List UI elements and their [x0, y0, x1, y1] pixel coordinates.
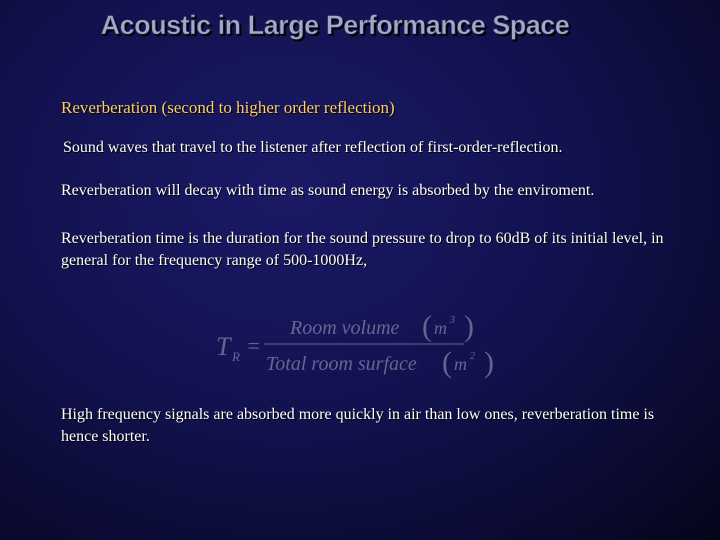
formula-lhs-sub: R	[232, 349, 240, 364]
reverberation-time-formula	[212, 308, 512, 388]
formula-numerator-paren-close: )	[464, 310, 474, 343]
formula-lhs: T	[216, 332, 231, 361]
slide-subtitle: Reverberation (second to higher order reflection)	[61, 98, 395, 117]
formula-denominator-exp: 2	[470, 351, 475, 362]
formula-numerator-unit: m	[434, 318, 447, 338]
formula-numerator: Room volume	[290, 317, 400, 339]
formula-denominator-paren-close: )	[484, 346, 494, 379]
paragraph-decay: Reverberation will decay with time as sound energy is absorbed by the enviroment.	[61, 182, 595, 199]
formula-denominator-unit: m	[454, 354, 467, 374]
formula-numerator-exp: 3	[450, 315, 455, 326]
paragraph-high-frequency: High frequency signals are absorbed more quickly in air than low ones, reverberation time is hence shorter.	[61, 406, 655, 445]
paragraph-first-order: Sound waves that travel to the listener after reflection of first-order-reflection.	[63, 139, 563, 156]
slide-title: Acoustic in Large Performance Space	[100, 10, 570, 40]
formula-denominator-paren-open: (	[442, 346, 452, 379]
formula-denominator: Total room surface	[266, 353, 417, 375]
paragraph-reverberation-time: Reverberation time is the duration for the sound pressure to drop to 60dB of its initial level, in general for the frequency range of 500-1000Hz,	[61, 230, 664, 269]
formula-numerator-paren-open: (	[422, 310, 432, 343]
formula-equals: =	[246, 333, 261, 358]
